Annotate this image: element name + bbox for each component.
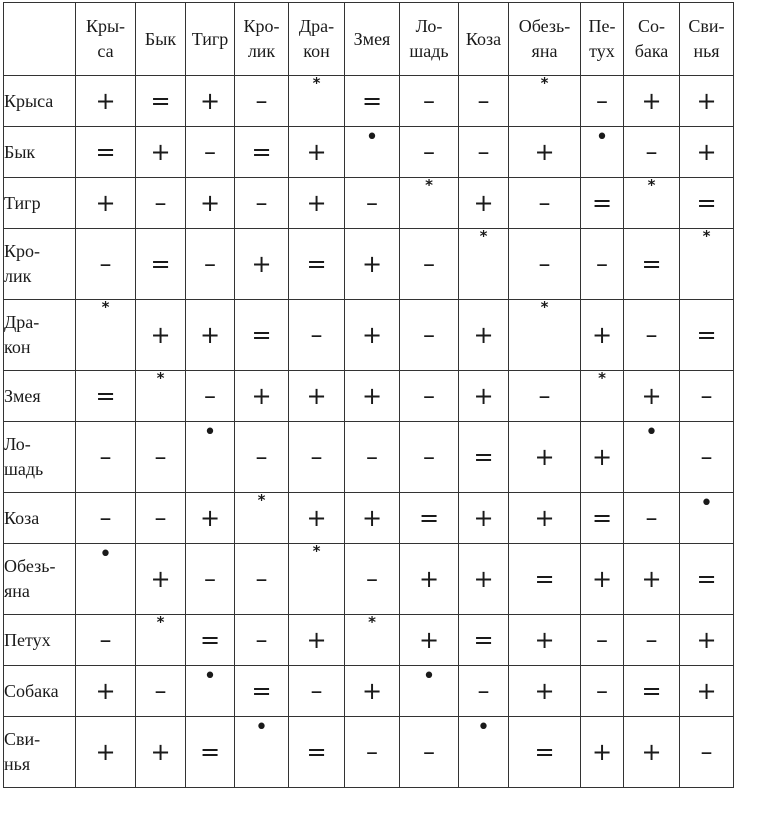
compatibility-cell: •	[680, 493, 734, 544]
compatibility-cell: =	[136, 229, 186, 300]
compatibility-cell: –	[76, 615, 136, 666]
table-row	[4, 493, 734, 544]
compatibility-cell: *	[581, 371, 624, 422]
compatibility-cell: +	[459, 178, 509, 229]
compatibility-cell: =	[235, 127, 289, 178]
compatibility-cell: –	[136, 178, 186, 229]
compatibility-cell: –	[136, 666, 186, 717]
compatibility-cell: +	[136, 127, 186, 178]
compatibility-cell: =	[186, 717, 235, 788]
row-header: Ло- шадь	[4, 422, 76, 493]
column-header: Дра- кон	[289, 3, 345, 76]
compatibility-cell: –	[235, 178, 289, 229]
compatibility-cell: +	[345, 666, 400, 717]
row-header: Кро- лик	[4, 229, 76, 300]
compatibility-cell: =	[76, 371, 136, 422]
compatibility-cell: =	[680, 178, 734, 229]
compatibility-cell: –	[345, 422, 400, 493]
compatibility-cell: –	[680, 717, 734, 788]
compatibility-cell: +	[459, 544, 509, 615]
compatibility-cell: +	[581, 422, 624, 493]
compatibility-cell: *	[136, 615, 186, 666]
compatibility-cell: –	[400, 422, 459, 493]
compatibility-cell: +	[235, 229, 289, 300]
compatibility-cell: +	[459, 300, 509, 371]
compatibility-cell: +	[76, 76, 136, 127]
compatibility-cell: +	[345, 493, 400, 544]
compatibility-cell: +	[136, 544, 186, 615]
compatibility-cell: +	[624, 717, 680, 788]
compatibility-cell: •	[76, 544, 136, 615]
compatibility-cell: *	[680, 229, 734, 300]
compatibility-cell: +	[289, 371, 345, 422]
compatibility-cell: –	[289, 666, 345, 717]
table-row	[4, 76, 734, 127]
compatibility-cell: *	[76, 300, 136, 371]
compatibility-cell: +	[680, 666, 734, 717]
compatibility-cell: •	[459, 717, 509, 788]
compatibility-cell: –	[345, 717, 400, 788]
compatibility-cell: –	[581, 76, 624, 127]
compatibility-cell: *	[509, 300, 581, 371]
compatibility-cell: –	[680, 371, 734, 422]
compatibility-cell: +	[186, 493, 235, 544]
compatibility-cell: –	[186, 127, 235, 178]
compatibility-cell: +	[581, 717, 624, 788]
compatibility-cell: +	[680, 76, 734, 127]
compatibility-cell: =	[459, 422, 509, 493]
compatibility-cell: =	[186, 615, 235, 666]
row-header: Коза	[4, 493, 76, 544]
compatibility-cell: –	[459, 666, 509, 717]
row-header: Дра- кон	[4, 300, 76, 371]
row-header: Сви- нья	[4, 717, 76, 788]
column-header: Тигр	[186, 3, 235, 76]
compatibility-cell: +	[345, 229, 400, 300]
compatibility-cell: +	[509, 422, 581, 493]
compatibility-cell: +	[289, 127, 345, 178]
compatibility-cell: =	[581, 178, 624, 229]
row-header: Собака	[4, 666, 76, 717]
compatibility-cell: +	[509, 615, 581, 666]
compatibility-cell: +	[235, 371, 289, 422]
compatibility-cell: •	[235, 717, 289, 788]
compatibility-cell: +	[289, 493, 345, 544]
compatibility-cell: •	[400, 666, 459, 717]
table-row	[4, 178, 734, 229]
compatibility-cell: –	[509, 229, 581, 300]
table-row	[4, 300, 734, 371]
compatibility-cell: =	[235, 300, 289, 371]
compatibility-cell: +	[680, 127, 734, 178]
compatibility-cell: *	[624, 178, 680, 229]
column-header: Пе- тух	[581, 3, 624, 76]
compatibility-cell: *	[289, 544, 345, 615]
compatibility-cell: •	[581, 127, 624, 178]
compatibility-cell: +	[624, 76, 680, 127]
compatibility-cell: =	[235, 666, 289, 717]
column-header: Со- бака	[624, 3, 680, 76]
compatibility-cell: –	[624, 493, 680, 544]
compatibility-cell: +	[459, 371, 509, 422]
compatibility-cell: *	[509, 76, 581, 127]
compatibility-cell: –	[624, 615, 680, 666]
compatibility-cell: –	[345, 544, 400, 615]
compatibility-cell: –	[186, 229, 235, 300]
compatibility-cell: –	[581, 229, 624, 300]
compatibility-cell: –	[400, 717, 459, 788]
compatibility-cell: –	[76, 493, 136, 544]
compatibility-cell: –	[624, 127, 680, 178]
column-header: Кро- лик	[235, 3, 289, 76]
compatibility-cell: +	[136, 300, 186, 371]
compatibility-cell: –	[186, 371, 235, 422]
compatibility-cell: –	[400, 300, 459, 371]
compatibility-cell: *	[289, 76, 345, 127]
compatibility-cell: +	[400, 544, 459, 615]
compatibility-cell: +	[186, 300, 235, 371]
corner-cell	[4, 3, 76, 76]
compatibility-cell: +	[76, 717, 136, 788]
row-header: Тигр	[4, 178, 76, 229]
compatibility-cell: =	[289, 717, 345, 788]
compatibility-cell: –	[459, 76, 509, 127]
compatibility-cell: =	[509, 544, 581, 615]
table-row	[4, 127, 734, 178]
compatibility-cell: *	[136, 371, 186, 422]
compatibility-cell: –	[624, 300, 680, 371]
compatibility-cell: –	[235, 544, 289, 615]
compatibility-cell: –	[459, 127, 509, 178]
compatibility-cell: =	[509, 717, 581, 788]
compatibility-cell: +	[624, 371, 680, 422]
column-header: Обезь- яна	[509, 3, 581, 76]
compatibility-cell: =	[581, 493, 624, 544]
compatibility-cell: =	[459, 615, 509, 666]
compatibility-cell: –	[136, 422, 186, 493]
compatibility-cell: *	[400, 178, 459, 229]
compatibility-cell: =	[400, 493, 459, 544]
compatibility-cell: +	[509, 127, 581, 178]
row-header: Петух	[4, 615, 76, 666]
compatibility-cell: •	[345, 127, 400, 178]
row-header: Обезь- яна	[4, 544, 76, 615]
compatibility-cell: •	[186, 422, 235, 493]
compatibility-cell: +	[624, 544, 680, 615]
table-row	[4, 544, 734, 615]
compatibility-cell: +	[459, 493, 509, 544]
compatibility-cell: =	[289, 229, 345, 300]
compatibility-cell: –	[345, 178, 400, 229]
compatibility-cell: +	[76, 178, 136, 229]
compatibility-cell: *	[459, 229, 509, 300]
compatibility-cell: +	[509, 666, 581, 717]
compatibility-cell: =	[680, 300, 734, 371]
row-header: Змея	[4, 371, 76, 422]
compatibility-cell: +	[345, 300, 400, 371]
compatibility-cell: =	[680, 544, 734, 615]
compatibility-cell: +	[289, 615, 345, 666]
compatibility-cell: –	[400, 76, 459, 127]
table-row	[4, 422, 734, 493]
compatibility-cell: +	[680, 615, 734, 666]
row-header: Крыса	[4, 76, 76, 127]
compatibility-cell: –	[289, 300, 345, 371]
compatibility-cell: +	[400, 615, 459, 666]
compatibility-cell: •	[186, 666, 235, 717]
compatibility-cell: +	[345, 371, 400, 422]
compatibility-cell: –	[235, 76, 289, 127]
compatibility-cell: +	[76, 666, 136, 717]
table-row	[4, 666, 734, 717]
column-header: Кры- са	[76, 3, 136, 76]
compatibility-cell: +	[581, 544, 624, 615]
compatibility-cell: +	[289, 178, 345, 229]
compatibility-cell: –	[581, 666, 624, 717]
compatibility-cell: *	[345, 615, 400, 666]
compatibility-cell: =	[76, 127, 136, 178]
column-header: Коза	[459, 3, 509, 76]
column-header: Бык	[136, 3, 186, 76]
compatibility-cell: –	[400, 371, 459, 422]
column-header: Ло- шадь	[400, 3, 459, 76]
compatibility-cell: –	[400, 127, 459, 178]
compatibility-cell: =	[345, 76, 400, 127]
table-row	[4, 229, 734, 300]
compatibility-cell: –	[235, 422, 289, 493]
compatibility-cell: +	[581, 300, 624, 371]
compatibility-cell: *	[235, 493, 289, 544]
header-row	[4, 3, 734, 76]
compatibility-cell: –	[400, 229, 459, 300]
compatibility-cell: –	[509, 178, 581, 229]
compatibility-cell: +	[186, 178, 235, 229]
compatibility-cell: +	[509, 493, 581, 544]
compatibility-cell: +	[136, 717, 186, 788]
table-row	[4, 717, 734, 788]
compatibility-cell: –	[235, 615, 289, 666]
compatibility-cell: –	[136, 493, 186, 544]
compatibility-cell: •	[624, 422, 680, 493]
compatibility-cell: –	[509, 371, 581, 422]
compatibility-cell: =	[136, 76, 186, 127]
compatibility-cell: –	[289, 422, 345, 493]
compatibility-cell: –	[581, 615, 624, 666]
table-body	[4, 76, 734, 788]
compatibility-cell: –	[680, 422, 734, 493]
compatibility-cell: =	[624, 229, 680, 300]
compatibility-cell: +	[186, 76, 235, 127]
compatibility-cell: =	[624, 666, 680, 717]
row-header: Бык	[4, 127, 76, 178]
column-header: Змея	[345, 3, 400, 76]
compatibility-cell: –	[76, 422, 136, 493]
compatibility-table	[3, 2, 734, 788]
compatibility-cell: –	[186, 544, 235, 615]
column-header: Сви- нья	[680, 3, 734, 76]
compatibility-cell: –	[76, 229, 136, 300]
table-row	[4, 371, 734, 422]
table-row	[4, 615, 734, 666]
